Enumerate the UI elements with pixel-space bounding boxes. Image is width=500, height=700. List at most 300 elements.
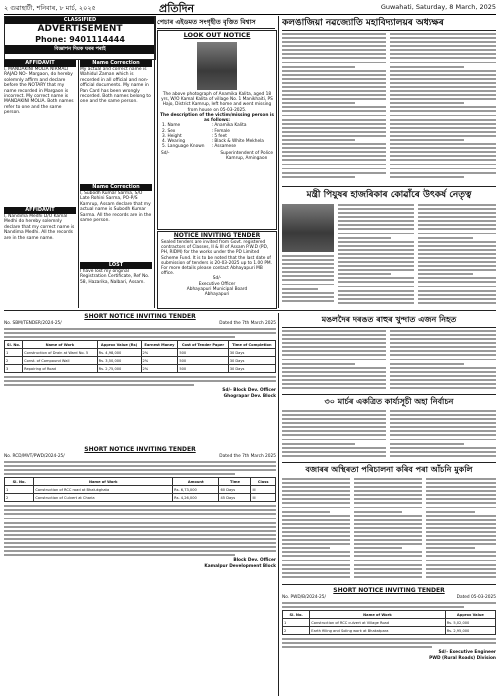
newspaper-page bbox=[4, 0, 496, 700]
lookout-caption: The above photograph of Anamika Kalita, aged 18 yrs, W/O Kamal Kalita of village No. 1 Manikhaiti, PS Hajo, District Kamrup, left home and went missing from house on 05-03-2025. bbox=[161, 92, 273, 113]
text-line bbox=[418, 302, 496, 304]
text-line bbox=[418, 281, 496, 283]
text-line bbox=[390, 102, 464, 104]
table-row bbox=[5, 494, 276, 502]
text-line bbox=[426, 523, 496, 525]
lost-body: I have lost my original Registration Certificate, Ref No. 58, Hazarika, Nalbari, Assam. bbox=[80, 269, 150, 285]
text-line bbox=[282, 576, 350, 578]
text-line bbox=[426, 531, 496, 533]
lookout-field-key: 4. Wearing bbox=[162, 139, 186, 145]
text-line bbox=[390, 151, 496, 153]
text-line bbox=[390, 443, 464, 445]
text-line bbox=[282, 119, 386, 121]
text-line bbox=[354, 527, 422, 529]
text-line bbox=[282, 53, 386, 55]
text-line bbox=[354, 507, 422, 509]
table-cell: Rs. 5,02,000 bbox=[445, 619, 495, 627]
column-divider bbox=[278, 16, 279, 308]
text-line bbox=[354, 547, 402, 549]
text-line bbox=[282, 527, 350, 529]
lookout-field-key: 1. Name bbox=[162, 123, 181, 129]
text-line bbox=[390, 434, 496, 436]
text-line bbox=[338, 261, 414, 263]
text-line bbox=[282, 147, 386, 149]
text-line bbox=[426, 547, 475, 549]
text-line bbox=[390, 418, 496, 420]
text-line bbox=[282, 62, 386, 64]
text-line bbox=[282, 350, 386, 352]
text-line bbox=[354, 535, 422, 537]
text-line bbox=[354, 560, 422, 562]
text-line bbox=[426, 527, 496, 529]
table-cell: Const. of Compound Wall bbox=[23, 357, 98, 365]
text-line bbox=[282, 568, 350, 570]
text-line bbox=[282, 131, 386, 133]
text-line bbox=[390, 131, 496, 133]
text-line bbox=[354, 543, 422, 545]
text-line bbox=[282, 482, 350, 484]
text-line bbox=[282, 168, 386, 170]
text-line bbox=[282, 346, 386, 348]
table-header-cell: Amount bbox=[173, 478, 219, 486]
section-divider bbox=[282, 584, 496, 585]
text-line bbox=[282, 123, 386, 125]
text-line bbox=[354, 486, 422, 488]
table-cell: 2 bbox=[5, 357, 23, 365]
table-cell: III bbox=[251, 494, 276, 502]
text-line bbox=[282, 86, 386, 88]
text-line bbox=[338, 286, 414, 288]
text-line bbox=[282, 564, 350, 566]
text-line bbox=[390, 451, 496, 453]
article-photo bbox=[282, 204, 334, 252]
table-header-cell: Name of Work bbox=[23, 341, 98, 349]
text-line bbox=[282, 363, 355, 365]
text-line bbox=[282, 502, 350, 504]
text-line bbox=[390, 37, 496, 39]
table-cell: 30 Days bbox=[228, 349, 275, 357]
lost-heading: LOST bbox=[80, 262, 152, 269]
text-line bbox=[418, 298, 496, 300]
affidavit-1-body: I, MANDAKINI MOLIA NIRMALI RAJAD NO- Margaon, do hereby solemnly affirm and declare before the NOTARY that my name recorded in Margaon is incorrect. My correct name is MANDAKINI MOLIA. Both names refer to one and the same person. bbox=[4, 67, 74, 116]
table-cell: 2 bbox=[283, 627, 310, 635]
text-line bbox=[282, 555, 350, 557]
text-line bbox=[418, 224, 496, 226]
headline-accident: মঙলদৈৰ দৰঙত ৰাহুৰ খুন্দাত এজন নিহত bbox=[282, 313, 496, 328]
text-line bbox=[390, 74, 496, 76]
text-line bbox=[354, 564, 422, 566]
text-line bbox=[418, 269, 496, 271]
text-line bbox=[418, 241, 496, 243]
table-cell: Rs. 4,26,000 bbox=[173, 494, 219, 502]
affidavit-1 bbox=[4, 60, 76, 200]
lookout-field-value: : Female bbox=[211, 128, 230, 134]
table-cell: Construction of RCC culvert at Village Road bbox=[310, 619, 445, 627]
text-line bbox=[338, 265, 414, 267]
text-line bbox=[282, 383, 386, 385]
text-line bbox=[390, 115, 496, 117]
text-line bbox=[282, 551, 350, 553]
text-line bbox=[354, 478, 422, 480]
lookout-footer-right: Superintendent of Police Kamrup, Amingaon bbox=[220, 150, 273, 161]
text-line bbox=[418, 228, 496, 230]
article-body-6 bbox=[282, 330, 386, 392]
missing-person-photo bbox=[197, 42, 237, 90]
text-line bbox=[282, 159, 386, 161]
table-row bbox=[283, 619, 496, 627]
text-line bbox=[282, 490, 350, 492]
text-line bbox=[282, 560, 350, 562]
text-line bbox=[390, 123, 496, 125]
lookout-field-key: 5. Language Known bbox=[162, 144, 205, 150]
text-line bbox=[390, 82, 496, 84]
text-line bbox=[390, 342, 496, 344]
table-cell: 60 Days bbox=[219, 486, 251, 494]
text-line bbox=[282, 515, 350, 517]
table-cell: 30 Days bbox=[228, 365, 275, 373]
table-row bbox=[5, 365, 276, 373]
text-line bbox=[354, 490, 422, 492]
table-cell: 1 bbox=[5, 349, 23, 357]
article-body-5 bbox=[282, 255, 334, 308]
text-line bbox=[390, 371, 496, 373]
text-line bbox=[338, 253, 414, 255]
text-line bbox=[282, 543, 350, 545]
masthead-date-right: Guwahati, Saturday, 8 March, 2025 bbox=[380, 3, 496, 11]
table-cell: 1 bbox=[283, 619, 310, 627]
text-line bbox=[418, 245, 496, 247]
table-row bbox=[5, 486, 276, 494]
table-cell: 2% bbox=[141, 357, 178, 365]
text-line bbox=[426, 507, 496, 509]
name-correction-2-body: I, Subodh Kumar Sarma, S/O Late Rohini Sarma, PO-P/S Kamrup, Assam declare that my actual name is Subodh Kumar Sarma. All the records are in the same person. bbox=[80, 191, 152, 224]
text-line bbox=[282, 451, 386, 453]
text-line bbox=[390, 363, 464, 365]
text-line bbox=[282, 498, 350, 500]
text-line bbox=[282, 434, 386, 436]
text-line bbox=[426, 576, 496, 578]
classified-label: CLASSIFIED bbox=[5, 17, 155, 24]
table-cell: 1 bbox=[5, 486, 34, 494]
text-line bbox=[338, 269, 414, 271]
classified-phone: Phone: 9401114444 bbox=[35, 35, 125, 44]
headline-college: কলঙাজিয়া নৱজ্যোতি মহাবিদ্যালয়ৰ অধ্যক্ষৰ bbox=[282, 16, 496, 31]
text-line bbox=[390, 57, 496, 59]
lookout-field-value: : Anamika Kalita bbox=[211, 123, 247, 129]
text-line bbox=[426, 494, 496, 496]
lost-notice bbox=[80, 262, 152, 307]
text-line bbox=[354, 515, 422, 517]
text-line bbox=[282, 267, 334, 269]
text-line bbox=[282, 284, 334, 286]
text-line bbox=[418, 290, 496, 292]
article-body-9 bbox=[390, 410, 496, 460]
text-line bbox=[282, 135, 386, 137]
text-line bbox=[354, 482, 422, 484]
table-cell: 2 bbox=[5, 494, 34, 502]
text-line bbox=[390, 176, 464, 178]
text-line bbox=[338, 273, 391, 275]
text-line bbox=[390, 414, 496, 416]
classified-banner bbox=[4, 16, 156, 60]
table-cell: 45 Days bbox=[219, 494, 251, 502]
text-line bbox=[390, 350, 496, 352]
text-line bbox=[338, 208, 414, 210]
masthead bbox=[4, 0, 496, 15]
text-line bbox=[282, 275, 334, 277]
table-row bbox=[5, 349, 276, 357]
text-line bbox=[282, 455, 386, 457]
sot1-date: Dated the 7th March 2025 bbox=[219, 321, 276, 326]
text-line bbox=[282, 172, 386, 174]
section-divider bbox=[4, 310, 496, 311]
text-line bbox=[390, 33, 496, 35]
text-line bbox=[390, 155, 496, 157]
column-divider bbox=[78, 60, 79, 308]
table-cell: 500 bbox=[178, 365, 228, 373]
text-line bbox=[390, 90, 496, 92]
nit-notice bbox=[157, 231, 277, 309]
text-line bbox=[418, 249, 496, 251]
text-line bbox=[426, 511, 475, 513]
text-line bbox=[418, 204, 496, 206]
text-line bbox=[390, 127, 496, 129]
text-line bbox=[282, 41, 386, 43]
text-line bbox=[418, 257, 496, 259]
text-line bbox=[354, 539, 422, 541]
text-line bbox=[390, 172, 496, 174]
table-header-cell: Approx Value bbox=[445, 611, 495, 619]
table-header-cell: Approx Value (Rs) bbox=[97, 341, 141, 349]
text-line bbox=[282, 110, 386, 112]
table-header-cell: Name of Work bbox=[310, 611, 445, 619]
table-cell: Construction of Culvert at Charia bbox=[34, 494, 173, 502]
text-line bbox=[418, 220, 496, 222]
column-divider bbox=[278, 313, 279, 696]
text-line bbox=[418, 294, 496, 296]
affidavit-2-body: I, Nandima Medhi D/O Kamal Medhi do hereby solemnly declare that my correct name is Nandima Medhi. All the records are in the same name. bbox=[4, 214, 75, 241]
text-line bbox=[354, 555, 422, 557]
text-line bbox=[390, 62, 496, 64]
text-line bbox=[354, 523, 422, 525]
text-line bbox=[282, 342, 386, 344]
table-header-cell: Class bbox=[251, 478, 276, 486]
text-line bbox=[390, 159, 496, 161]
text-line bbox=[282, 66, 355, 68]
text-line bbox=[282, 334, 386, 336]
affidavit-2-heading: AFFIDAVIT bbox=[4, 207, 76, 214]
classified-title: ADVERTISEMENT bbox=[37, 24, 123, 34]
sot3-title: SHORT NOTICE INVITING TENDER bbox=[333, 587, 445, 594]
text-line bbox=[338, 241, 414, 243]
article-body-1 bbox=[282, 33, 386, 183]
text-line bbox=[390, 135, 496, 137]
text-line bbox=[338, 290, 414, 292]
sot1-title: SHORT NOTICE INVITING TENDER bbox=[84, 313, 196, 320]
text-line bbox=[426, 502, 496, 504]
nit-body: Sealed tenders are invited from Govt. registered contractors of Classes, II & III of Assam P.W.D (PD, PH, RIDM) for the works under the PD Limited Scheme Fund. It is to be noted that the last date of submission of tenders is 20-03-2025 up to 1.00 PM. For more details please contact Abhayapuri MB office. bbox=[161, 240, 272, 277]
table-cell: Earth filling and Soling work at Bhakatpara bbox=[310, 627, 445, 635]
text-line bbox=[282, 176, 355, 178]
text-line bbox=[354, 576, 422, 578]
text-line bbox=[426, 564, 496, 566]
short-notice-tender-1 bbox=[4, 313, 276, 441]
lookout-field-key: 3. Height bbox=[162, 133, 182, 139]
text-line bbox=[282, 259, 334, 261]
text-line bbox=[418, 237, 473, 239]
text-line bbox=[338, 216, 414, 218]
name-correction-1-body: My actual and correct name is Wahidul Zaman which is recorded in all official and non-official documents. My name in Pan Card has been wrongly recorded. Both names belong to one and the same person. bbox=[80, 67, 151, 105]
text-line bbox=[390, 354, 496, 356]
text-line bbox=[418, 216, 496, 218]
sot2-title: SHORT NOTICE INVITING TENDER bbox=[84, 446, 196, 453]
text-line bbox=[282, 494, 350, 496]
text-line bbox=[282, 70, 386, 72]
text-line bbox=[282, 271, 334, 273]
text-line bbox=[354, 568, 422, 570]
text-line bbox=[282, 547, 330, 549]
text-line bbox=[418, 212, 496, 214]
lookout-desc-title: The description of the victim/missing person is as follows: bbox=[160, 112, 274, 124]
text-line bbox=[282, 535, 350, 537]
text-line bbox=[390, 455, 496, 457]
table-header-cell: Cost of Tender Paper bbox=[178, 341, 228, 349]
sot3-date: Dated 05-03-2025 bbox=[456, 595, 496, 600]
lookout-field-key: 2. Sex bbox=[162, 128, 176, 134]
text-line bbox=[338, 277, 414, 279]
text-line bbox=[390, 359, 496, 361]
lookout-field-value: : 5 feet bbox=[211, 133, 227, 139]
text-line bbox=[282, 439, 386, 441]
text-line bbox=[418, 208, 496, 210]
text-line bbox=[390, 375, 496, 377]
table-row bbox=[5, 357, 276, 365]
text-line bbox=[354, 494, 422, 496]
text-line bbox=[426, 572, 496, 574]
text-line bbox=[390, 70, 496, 72]
headline-market: বজাৰৰ অস্থিৰতা পৰিচালনা কৰিব পৰা আঁচনি মুকলি bbox=[282, 462, 496, 477]
table-cell: Rs. 3,50,000 bbox=[97, 357, 141, 365]
text-line bbox=[338, 204, 414, 206]
text-line bbox=[282, 78, 386, 80]
text-line bbox=[338, 281, 414, 283]
classified-note: বিজ্ঞাপন দিয়ক ঘৰৰ পৰাই bbox=[5, 45, 155, 54]
text-line bbox=[390, 346, 496, 348]
text-line bbox=[282, 426, 386, 428]
text-line bbox=[426, 568, 496, 570]
text-line bbox=[390, 45, 496, 47]
text-line bbox=[418, 286, 496, 288]
affidavit-2 bbox=[4, 207, 76, 307]
text-line bbox=[338, 233, 414, 235]
article-body-7 bbox=[390, 330, 496, 392]
table-cell: Rs. 2,75,000 bbox=[97, 365, 141, 373]
text-line bbox=[282, 45, 386, 47]
text-line bbox=[338, 249, 414, 251]
table-cell: Rs. 6,73,000 bbox=[173, 486, 219, 494]
text-line bbox=[282, 418, 386, 420]
text-line bbox=[338, 257, 414, 259]
text-line bbox=[426, 535, 496, 537]
text-line bbox=[354, 502, 422, 504]
table-header-cell: Time of Completion bbox=[228, 341, 275, 349]
article-body-11 bbox=[354, 478, 422, 582]
text-line bbox=[282, 414, 386, 416]
text-line bbox=[390, 49, 496, 51]
name-correction-2-heading: Name Correction bbox=[80, 184, 152, 191]
text-line bbox=[282, 410, 386, 412]
text-line bbox=[282, 74, 386, 76]
sot1-table bbox=[4, 340, 276, 373]
text-line bbox=[390, 94, 496, 96]
text-line bbox=[426, 539, 496, 541]
affidavit-1-heading: AFFIDAVIT bbox=[4, 60, 76, 67]
text-line bbox=[282, 115, 386, 117]
masthead-date-left: ২ গুৱাহাটী, শনিবাৰ, ৮ মাৰ্চ, ২০২৫ bbox=[4, 4, 96, 12]
text-line bbox=[390, 78, 496, 80]
text-line bbox=[282, 49, 386, 51]
text-line bbox=[390, 106, 496, 108]
short-notice-tender-2 bbox=[4, 446, 276, 696]
table-cell: Rs. 2,95,000 bbox=[445, 627, 495, 635]
text-line bbox=[338, 212, 414, 214]
text-line bbox=[390, 66, 464, 68]
text-line bbox=[282, 155, 386, 157]
text-line bbox=[282, 572, 350, 574]
text-line bbox=[282, 447, 386, 449]
text-line bbox=[390, 430, 496, 432]
text-line bbox=[390, 383, 496, 385]
text-line bbox=[390, 147, 496, 149]
text-line bbox=[282, 486, 350, 488]
lookout-footer-left: Sd/- bbox=[161, 150, 170, 156]
text-line bbox=[390, 422, 496, 424]
table-header-cell: Name of Work bbox=[34, 478, 173, 486]
table-header-cell: Sl. No. bbox=[283, 611, 310, 619]
text-line bbox=[338, 298, 414, 300]
text-line bbox=[282, 375, 386, 377]
text-line bbox=[282, 37, 386, 39]
text-line bbox=[426, 543, 496, 545]
text-line bbox=[282, 279, 334, 281]
table-cell: 3 bbox=[5, 365, 23, 373]
text-line bbox=[282, 139, 355, 141]
text-line bbox=[282, 354, 386, 356]
text-line bbox=[282, 33, 386, 35]
text-line bbox=[418, 265, 496, 267]
text-line bbox=[282, 478, 350, 480]
text-line bbox=[354, 551, 422, 553]
text-line bbox=[390, 41, 496, 43]
text-line bbox=[390, 330, 496, 332]
text-line bbox=[338, 237, 391, 239]
text-line bbox=[282, 102, 355, 104]
text-line bbox=[282, 422, 386, 424]
text-line bbox=[282, 98, 386, 100]
text-line bbox=[282, 292, 334, 294]
text-line bbox=[282, 507, 350, 509]
text-line bbox=[282, 296, 334, 298]
text-line bbox=[282, 359, 386, 361]
text-line bbox=[282, 94, 386, 96]
table-cell: Construction of Drain at Ward No. 5 bbox=[23, 349, 98, 357]
text-line bbox=[282, 164, 386, 166]
text-line bbox=[426, 551, 496, 553]
table-row bbox=[283, 627, 496, 635]
text-line bbox=[282, 371, 386, 373]
text-line bbox=[390, 334, 496, 336]
text-line bbox=[282, 82, 386, 84]
